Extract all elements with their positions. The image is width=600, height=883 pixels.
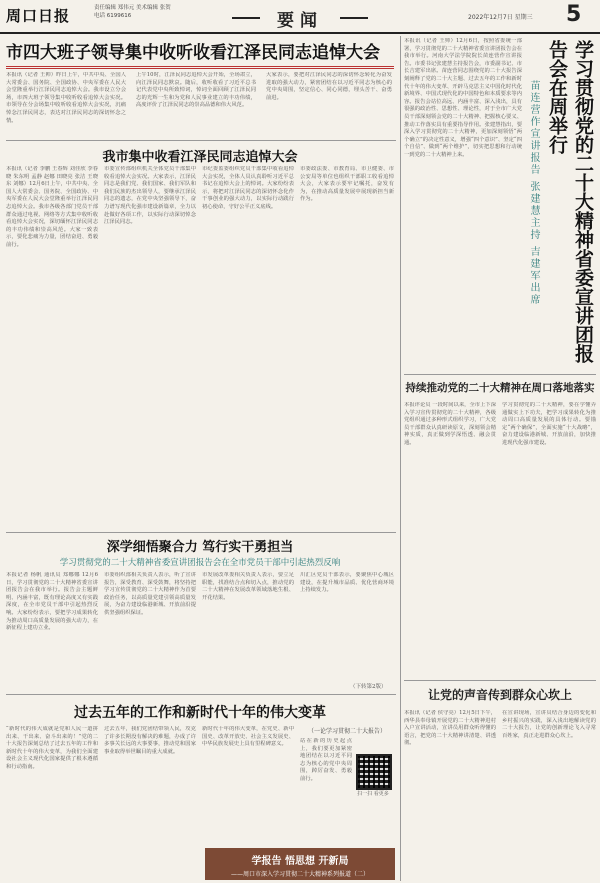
banner-subtitle: ——周口市深入学习贯彻二十大精神系列报道（二） xyxy=(230,871,369,878)
article1-col: 上午10时，江泽民同志追悼大会开始，全场肃立，向江泽民同志默哀。随后，收听收看了习近平总书记代表党中央所致悼词，悼词全面回顾了江泽民同志的光辉一生和为党和人民事业建立的丰功伟绩，高度评价了江泽民同志的崇高品德和伟大风范。 xyxy=(136,72,256,109)
article6-col: 本报评论员 一段时间以来，全市上下深入学习宣传贯彻党的二十大精神，各级党组织通过多种形式组织学习，广大党员干部群众认真研读原文，深刻领会精神实质，真正做到学深悟透、融会贯通。 xyxy=(404,402,496,446)
article7-col: 在宣讲现场，宣讲员结合身边的变化和乡村振兴的实践，深入浅出地解读党的二十大报告，让党的创新理论飞入寻常百姓家，真正走进群众心坎上。 xyxy=(502,710,596,739)
divider xyxy=(6,532,396,533)
article1-col: 本报讯（记者 王帅）昨日上午，中共中央、全国人大常委会、国务院、全国政协、中央军委在人民大会堂隆重举行江泽民同志追悼大会。我市设立分会场，市四大班子领导集中收听收看追悼大会实况。市领导在分会场集中收听收看追悼大会实况，沉痛悼念江泽民同志，表达对江泽民同志的深切怀念之情。 xyxy=(6,72,126,124)
issue-date: 2022年12月7日 星期三 xyxy=(468,14,533,21)
article7-col: 本报讯（记者 侯守亮）12月5日下午，西华县奉母镇开展党的二十大精神进村入户宣讲活动，宣讲员用群众听得懂的语言，把党的二十大精神讲清楚、讲透彻。 xyxy=(404,710,496,747)
article3-col: 川汇区党员干部表示，要聚焦中心城区建设，在提升城市品质、优化营商环境上持续发力。 xyxy=(300,572,394,594)
article2-col: 本报讯（记者 李鹏 王春辉 刘佳欣 李春晓 朱东明 孟静 赵娜 田晓亮 张洁 王晓东 刘娜）12月6日上午，中共中央、全国人大常委会、国务院、全国政协、中央军委在人民大会堂隆重举行江泽民同志追悼大会。我市各级各部门党员干部群众通过电视、网络等方式集中收听收看追悼大会实况，深切缅怀江泽民同志的丰功伟绩和崇高风范。大家一致表示，要化悲痛为力量，团结奋进、勇毅前行。 xyxy=(6,166,98,248)
article3-headline: 深学细悟聚合力 笃行实干勇担当 xyxy=(106,540,294,555)
column-divider xyxy=(400,36,401,881)
article3-col: 市发展改革委相关负责人表示，要立足职能，找准结合点和切入点，推动党的二十大精神在发展改革领域落地生根、开花结果。 xyxy=(202,572,294,601)
article6-col: 学习贯彻党的二十大精神，要在学懂弄通做实上下功夫，把学习成果转化为推动周口高质量发展的具体行动。要锚定“两个确保”，全面实施“十大战略”，奋力建设临港新城、开放前沿，加快推进现代化强市建设。 xyxy=(502,402,596,446)
article3-subhead: 学习贯彻党的二十大精神省委宣讲团报告会在全市党员干部中引起热烈反响 xyxy=(59,558,341,568)
article5-text: 本报讯（记者 王帅）12月6日，按照省委统一部署，学习贯彻党的二十大精神省委宣讲团报告会在我市举行。河南大学法学院院长苗连营作宣讲报告。市委书记张建慧主持报告会，市委副书记、市长吉建军出席。苗连营同志围绕党的二十大报告深刻阐释了党的二十大主题、过去五年的工作和新时代十年的伟大变革、开辟马克思主义中国化时代化新境界、中国式现代化的中国特色和本质要求等内容。报告会站位高远、内涵丰富、深入浅出，具有很强的政治性、思想性、理论性，对于全市广大党员干部深刻领会党的二十大精神、把握核心要义、推动工作落实具有重要指导作用。张建慧指出，要深入学习贯彻党的二十大精神，更加深刻领悟“两个确立”的决定性意义，增强“四个意识”、坚定“四个自信”、做到“两个维护”，切实把思想和行动统一到党的二十大精神上来。 xyxy=(404,38,522,158)
article3-col: 本报记者 杨帆 通讯员 郑娜娜 12月6日，学习贯彻党的二十大精神省委宣讲团报告会在我市举行。报告会主题鲜明、内涵丰富，既有理论高度又有实践深度，在全市党员干部中引起热烈反响。大家纷纷表示，要把学习成果转化为推动周口高质量发展的强大动力，在新征程上建功立业。 xyxy=(6,572,98,632)
article5-subtitle: 苗连营作宣讲报告 张建慧主持 吉建军出席 xyxy=(528,80,539,307)
article4-lead: （一论学习贯彻二十大报告） xyxy=(307,728,386,735)
article1-col: 大家表示，要把对江泽民同志的深切怀念转化为奋发进取的强大动力，紧密团结在以习近平同志为核心的党中央周围，坚定信心、同心同德，埋头苦干、奋勇前进。 xyxy=(266,72,392,101)
article2-col: 市委政法委、市教育局、市卫健委、市公安局等单位也组织干部职工收看追悼大会，大家表示要牢记嘱托，奋发有为，在推动高质量发展中展现新担当新作为。 xyxy=(300,166,394,203)
divider xyxy=(6,694,396,695)
phone-line: 电话 6199616 xyxy=(94,13,132,19)
page-number: 5 xyxy=(566,2,582,27)
article1-headline: 市四大班子领导集中收听收看江泽民同志追悼大会 xyxy=(6,38,394,69)
continuation-note: （下转第2版） xyxy=(350,684,387,690)
divider xyxy=(404,374,596,375)
section-title: 要闻 xyxy=(232,6,368,31)
article2-col: 市委宣传部组织机关全体党员干部集中收看追悼大会实况。大家表示，江泽民同志是我们党、我们国家、我们军队和我们民族的杰出领导人，要继承江泽民同志的遗志，在党中央坚强领导下，奋力谱写现代化强市建设新篇章，全力以赴做好各项工作，以实际行动深切悼念江泽民同志。 xyxy=(104,166,196,226)
editor-line: 责任编辑 郑伟元 美术编辑 张贺 xyxy=(94,5,171,11)
article2-headline: 我市集中收看江泽民同志追悼大会 xyxy=(102,150,298,165)
article4-col: 新时代十年的伟大变革，在党史、新中国史、改革开放史、社会主义发展史、中华民族发展史上具有里程碑意义。 xyxy=(202,726,294,748)
divider xyxy=(6,140,396,141)
qr-code[interactable] xyxy=(356,754,392,790)
newspaper-logo: 周口日报 xyxy=(6,7,71,25)
article5-title: 学习贯彻党的二十大精神省委宣讲团报告会在周举行 xyxy=(546,40,594,363)
article7-headline: 让党的声音传到群众心坎上 xyxy=(427,688,572,702)
article4-headline: 过去五年的工作和新时代十年的伟大变革 xyxy=(74,705,326,721)
article2-col: 市纪委监委组织党员干部集中收看追悼大会实况，全体人员认真聆听习近平总书记在追悼大会上的悼词。大家纷纷表示，将把对江泽民同志的深切怀念化作干事创业的强大动力，以实际行动践行初心使命，守好公平正义底线。 xyxy=(202,166,294,210)
article3-col: 市委组织部相关负责人表示，听了宣讲报告，深受教育、深受鼓舞，将坚持把学习宣传贯彻党的二十大精神作为首要政治任务，以高质量党建引领高质量发展，为奋力建设临港新城、开放前沿提供坚强组织保证。 xyxy=(104,572,196,616)
divider xyxy=(404,680,596,681)
article4-col: “新时代的伟大成就是党和人民一道拼出来、干出来、奋斗出来的！”党的二十大报告深刻总结了过去五年的工作和新时代十年的伟大变革，为我们全面建设社会主义现代化国家提供了根本遵循和行动指南。 xyxy=(6,726,98,770)
article4-col: 站在新的历史起点上，我们要更加紧密地团结在以习近平同志为核心的党中央周围，踔厉奋发、勇毅前行。 xyxy=(300,738,352,782)
article4-col: 过去五年，我们党团结带领人民，攻克了许多长期没有解决的难题，办成了许多事关长远的大事要事，推动党和国家事业取得举世瞩目的重大成就。 xyxy=(104,726,196,755)
editor-info xyxy=(94,4,171,20)
article6-headline: 持续推动党的二十大精神在周口落地落实 xyxy=(405,382,595,394)
qr-caption: 扫一扫 看更多 xyxy=(357,791,389,797)
series-banner xyxy=(205,848,395,880)
banner-title: 学报告 悟思想 开新局 xyxy=(251,856,349,867)
